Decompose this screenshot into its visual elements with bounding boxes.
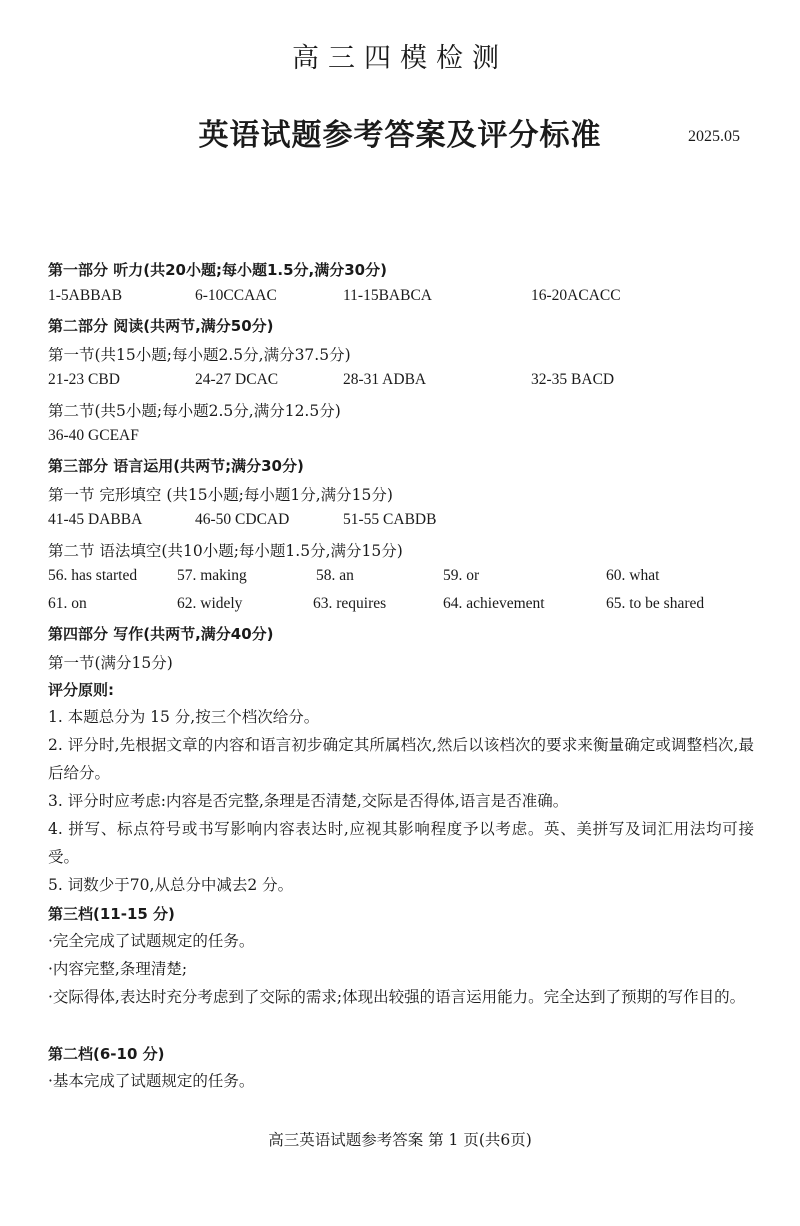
principles-list: [48, 703, 754, 899]
grammar-answer: 57. making: [177, 567, 247, 584]
grammar-answers-row-2: [0, 595, 800, 617]
grammar-answer: 61. on: [48, 595, 87, 612]
answer-group: 21-23 CBD: [48, 371, 120, 388]
principle-item: 3. 评分时应考虑:内容是否完整,条理是否清楚,交际是否得体,语言是否准确。: [48, 792, 569, 810]
document-title: 英语试题参考答案及评分标准: [198, 118, 602, 153]
part1-heading: 第一部分 听力(共20小题;每小题1.5分,满分30分): [48, 261, 387, 279]
document-date: 2025.05: [688, 128, 740, 145]
tier3-list: [48, 927, 754, 1011]
grammar-answer: 56. has started: [48, 567, 138, 584]
principle-item: 2. 评分时,先根据文章的内容和语言初步确定其所属档次,然后以该档次的要求来衡量确定或调整档次,最后给分。: [48, 736, 754, 782]
part4-heading: 第四部分 写作(共两节,满分40分): [48, 625, 274, 643]
part3-section2: 第二节 语法填空(共10小题;每小题1.5分,满分15分): [48, 542, 403, 560]
part3-answers-row: [0, 511, 800, 533]
principle-item: 5. 词数少于70,从总分中减去2 分。: [48, 876, 294, 894]
grammar-answer: 59. or: [443, 567, 480, 584]
tier2-list: [48, 1067, 754, 1095]
grammar-answer: 63. requires: [313, 595, 387, 612]
criteria-item: ·完全完成了试题规定的任务。: [48, 932, 255, 950]
part2-heading: 第二部分 阅读(共两节,满分50分): [48, 317, 274, 335]
exam-title: 高三四模检测: [292, 43, 508, 74]
answer-group: 41-45 DABBA: [48, 511, 143, 528]
answer-group: 24-27 DCAC: [195, 371, 279, 388]
criteria-item: ·内容完整,条理清楚;: [48, 960, 188, 978]
grammar-answer: 64. achievement: [443, 595, 545, 612]
grammar-answer: 62. widely: [177, 595, 243, 612]
part2-section1: 第一节(共15小题;每小题2.5分,满分37.5分): [48, 346, 351, 364]
principles-heading: 评分原则:: [48, 681, 114, 699]
part4-section1: 第一节(满分15分): [48, 654, 173, 672]
answer-group: 28-31 ADBA: [343, 371, 427, 388]
part2-section2: 第二节(共5小题;每小题2.5分,满分12.5分): [48, 402, 341, 420]
part2-answers-row: [0, 371, 800, 393]
criteria-item: ·基本完成了试题规定的任务。: [48, 1072, 255, 1090]
grammar-answers-row-1: [0, 567, 800, 589]
principle-item: 1. 本题总分为 15 分,按三个档次给分。: [48, 708, 320, 726]
part3-section1: 第一节 完形填空 (共15小题;每小题1分,满分15分): [48, 486, 393, 504]
answer-group: 36-40 GCEAF: [48, 427, 139, 444]
grammar-answer: 58. an: [316, 567, 354, 584]
answer-group: 6-10CCAAC: [195, 287, 277, 304]
answer-group: 16-20ACACC: [531, 287, 621, 304]
answer-group: 32-35 BACD: [531, 371, 615, 388]
page-footer: 高三英语试题参考答案 第 1 页(共6页): [268, 1131, 532, 1149]
answer-group: 11-15BABCA: [343, 287, 432, 304]
grammar-answer: 65. to be shared: [606, 595, 705, 612]
answer-group: 46-50 CDCAD: [195, 511, 290, 528]
part1-answers-row: [0, 287, 800, 309]
answer-group: 1-5ABBAB: [48, 287, 123, 304]
tier3-heading: 第三档(11-15 分): [48, 905, 175, 923]
principle-item: 4. 拼写、标点符号或书写影响内容表达时,应视其影响程度予以考虑。英、美拼写及词汇用法均可接受。: [48, 820, 754, 866]
part2-answers2-row: [0, 427, 800, 449]
answer-group: 51-55 CABDB: [343, 511, 437, 528]
criteria-item: ·交际得体,表达时充分考虑到了交际的需求;体现出较强的语言运用能力。完全达到了预期的写作目的。: [48, 988, 746, 1006]
tier2-heading: 第二档(6-10 分): [48, 1045, 165, 1063]
part3-heading: 第三部分 语言运用(共两节;满分30分): [48, 457, 304, 475]
grammar-answer: 60. what: [606, 567, 660, 584]
